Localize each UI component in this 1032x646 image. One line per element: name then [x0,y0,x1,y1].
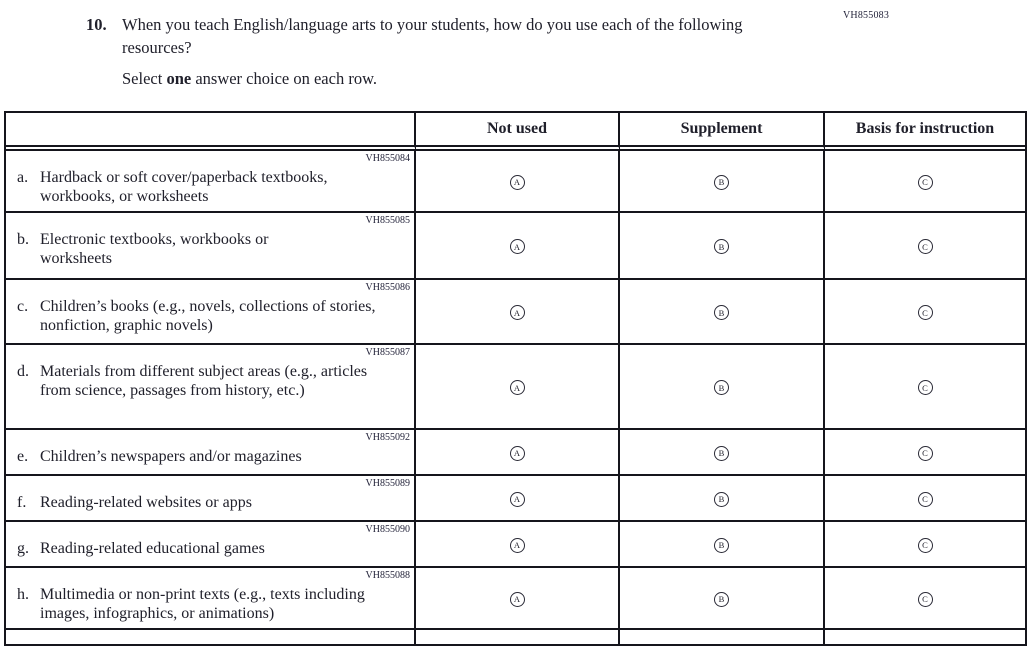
option-cell-basis [825,522,1025,568]
row-letter: e. [17,448,29,465]
row-letter: h. [17,586,29,603]
instruction-prefix: Select [122,69,167,88]
row-letter: a. [17,169,29,186]
survey-matrix-table [4,111,1027,646]
option-bubble-c[interactable]: C [918,538,933,553]
row-code: VH855092 [365,432,410,443]
row-letter: d. [17,363,29,380]
table-row-c [6,280,1025,345]
table-row-f [6,476,1025,522]
option-cell-basis [825,345,1025,430]
question-text: When you teach English/language arts to your students, how do you use each of the following resources? [122,15,743,57]
option-bubble-b[interactable]: B [714,239,729,254]
header-empty-cell [6,113,416,151]
option-cell-supplement [620,476,825,522]
option-bubble-a[interactable]: A [510,175,525,190]
table-row-a [6,151,1025,213]
form-code: VH855083 [843,10,890,21]
instruction-suffix: answer choice on each row. [191,69,378,88]
option-cell-not-used [416,280,620,345]
row-label: Children’s newspapers and/or magazines [40,448,302,465]
row-code: VH855084 [365,153,410,164]
option-bubble-b[interactable]: B [714,446,729,461]
option-cell-basis [825,476,1025,522]
table-row-b [6,213,1025,280]
table-row-h [6,568,1025,630]
option-bubble-a[interactable]: A [510,380,525,395]
option-cell-supplement [620,522,825,568]
option-bubble-c[interactable]: C [918,492,933,507]
option-bubble-b[interactable]: B [714,305,729,320]
row-label: Electronic textbooks, workbooks or worksheets [40,231,269,267]
row-letter: g. [17,540,29,557]
option-cell-supplement [620,213,825,280]
instruction-bold-word: one [166,69,192,88]
option-cell-supplement [620,430,825,476]
table-row-e [6,430,1025,476]
option-cell-basis [825,151,1025,213]
option-cell-not-used [416,345,620,430]
option-bubble-c[interactable]: C [918,175,933,190]
option-cell-not-used [416,476,620,522]
row-label: Multimedia or non-print texts (e.g., texts including images, infographics, or animations) [40,586,365,622]
option-bubble-a[interactable]: A [510,305,525,320]
option-cell-basis [825,430,1025,476]
option-bubble-b[interactable]: B [714,592,729,607]
table-row-d [6,345,1025,430]
option-bubble-b[interactable]: B [714,538,729,553]
option-bubble-b[interactable]: B [714,380,729,395]
option-cell-not-used [416,430,620,476]
row-code: VH855090 [365,524,410,535]
row-label: Reading-related websites or apps [40,494,252,511]
option-cell-not-used [416,213,620,280]
cut-off-next-row [6,630,1025,644]
option-cell-basis [825,280,1025,345]
option-bubble-c[interactable]: C [918,592,933,607]
row-label: Materials from different subject areas (e.g., articles from science, passages from history, etc.) [40,363,368,399]
row-label: Hardback or soft cover/paperback textbooks, workbooks, or worksheets [40,169,328,205]
option-cell-supplement [620,280,825,345]
option-cell-supplement [620,345,825,430]
column-header-not-used: Not used [416,113,620,151]
column-header-basis-for-instruction: Basis for instruction [825,113,1025,151]
row-letter: c. [17,298,29,315]
row-letter: f. [17,494,27,511]
option-bubble-c[interactable]: C [918,239,933,254]
option-bubble-c[interactable]: C [918,446,933,461]
header-row [6,113,1025,151]
option-bubble-a[interactable]: A [510,538,525,553]
row-letter: b. [17,231,29,248]
question-number: 10. [86,15,107,34]
option-cell-basis [825,213,1025,280]
option-bubble-b[interactable]: B [714,492,729,507]
option-cell-supplement [620,568,825,630]
question-block [86,0,1032,90]
option-cell-basis [825,568,1025,630]
question-instruction [122,68,1032,90]
column-header-supplement: Supplement [620,113,825,151]
row-code: VH855085 [365,215,410,226]
row-code: VH855087 [365,347,410,358]
option-bubble-a[interactable]: A [510,592,525,607]
option-bubble-a[interactable]: A [510,239,525,254]
option-bubble-b[interactable]: B [714,175,729,190]
option-bubble-a[interactable]: A [510,492,525,507]
row-code: VH855089 [365,478,410,489]
option-cell-supplement [620,151,825,213]
option-cell-not-used [416,568,620,630]
option-bubble-c[interactable]: C [918,305,933,320]
row-code: VH855086 [365,282,410,293]
option-bubble-c[interactable]: C [918,380,933,395]
table-row-g [6,522,1025,568]
row-label: Reading-related educational games [40,540,265,557]
row-code: VH855088 [365,570,410,581]
option-bubble-a[interactable]: A [510,446,525,461]
option-cell-not-used [416,522,620,568]
row-label: Children’s books (e.g., novels, collections of stories, nonfiction, graphic novels) [40,298,376,334]
option-cell-not-used [416,151,620,213]
